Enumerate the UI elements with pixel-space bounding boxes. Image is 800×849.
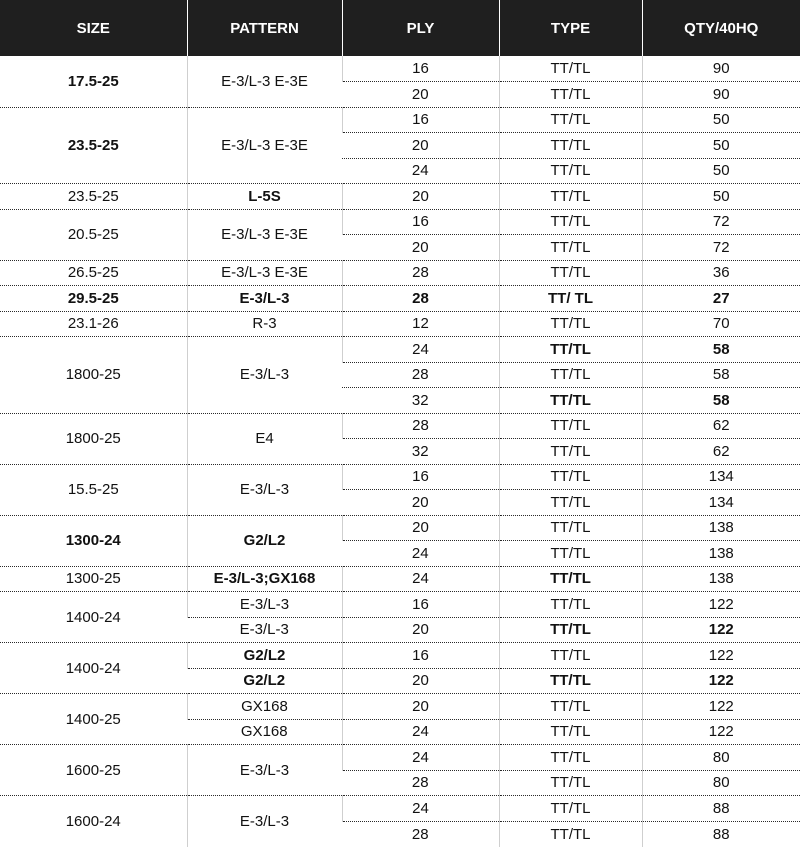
cell-pattern: L-5S xyxy=(187,184,342,210)
cell-qty: 122 xyxy=(642,617,800,643)
cell-pattern: GX168 xyxy=(187,719,342,745)
cell-type: TT/TL xyxy=(499,235,642,261)
cell-pattern: E4 xyxy=(187,413,342,464)
cell-qty: 58 xyxy=(642,337,800,363)
table-row xyxy=(0,311,800,337)
cell-qty: 58 xyxy=(642,362,800,388)
cell-pattern: E-3/L-3 E-3E xyxy=(187,209,342,260)
cell-ply: 32 xyxy=(342,439,499,465)
cell-ply: 24 xyxy=(342,745,499,771)
cell-type: TT/TL xyxy=(499,668,642,694)
cell-size: 15.5-25 xyxy=(0,464,187,515)
cell-qty: 122 xyxy=(642,592,800,618)
cell-qty: 50 xyxy=(642,107,800,133)
cell-size: 1600-25 xyxy=(0,745,187,796)
cell-qty: 70 xyxy=(642,311,800,337)
table-row xyxy=(0,107,800,133)
table-row xyxy=(0,184,800,210)
cell-size: 1400-24 xyxy=(0,643,187,694)
cell-type: TT/TL xyxy=(499,719,642,745)
cell-type: TT/TL xyxy=(499,464,642,490)
cell-pattern: E-3/L-3 xyxy=(187,796,342,847)
cell-qty: 122 xyxy=(642,694,800,720)
cell-pattern: E-3/L-3 E-3E xyxy=(187,56,342,107)
cell-type: TT/TL xyxy=(499,158,642,184)
cell-type: TT/TL xyxy=(499,184,642,210)
cell-type: TT/TL xyxy=(499,311,642,337)
table-row xyxy=(0,515,800,541)
cell-size: 1300-24 xyxy=(0,515,187,566)
cell-pattern: E-3/L-3 xyxy=(187,617,342,643)
cell-qty: 50 xyxy=(642,158,800,184)
cell-pattern: E-3/L-3 E-3E xyxy=(187,260,342,286)
cell-type: TT/TL xyxy=(499,515,642,541)
cell-qty: 72 xyxy=(642,235,800,261)
table-row xyxy=(0,796,800,822)
cell-ply: 28 xyxy=(342,286,499,312)
cell-size: 1400-24 xyxy=(0,592,187,643)
cell-qty: 88 xyxy=(642,821,800,847)
cell-ply: 24 xyxy=(342,541,499,567)
table-row xyxy=(0,566,800,592)
cell-ply: 20 xyxy=(342,515,499,541)
cell-type: TT/TL xyxy=(499,413,642,439)
cell-pattern: E-3/L-3 xyxy=(187,745,342,796)
table-row xyxy=(0,592,800,618)
cell-size: 17.5-25 xyxy=(67,72,119,90)
cell-type: TT/TL xyxy=(499,260,642,286)
cell-ply: 16 xyxy=(342,209,499,235)
cell-size: 26.5-25 xyxy=(0,260,187,286)
table-row xyxy=(0,745,800,771)
cell-ply: 24 xyxy=(342,337,499,363)
cell-type: TT/TL xyxy=(499,592,642,618)
cell-pattern: G2/L2 xyxy=(187,668,342,694)
cell-ply: 28 xyxy=(342,413,499,439)
cell-qty: 50 xyxy=(642,133,800,159)
cell-ply: 20 xyxy=(342,235,499,261)
cell-qty: 138 xyxy=(642,566,800,592)
cell-pattern: E-3/L-3 xyxy=(187,464,342,515)
cell-ply: 28 xyxy=(342,770,499,796)
table-row xyxy=(0,209,800,235)
cell-size: 1600-24 xyxy=(0,796,187,847)
cell-size: 23.5-25 xyxy=(0,107,187,184)
cell-qty: 138 xyxy=(642,515,800,541)
header-row xyxy=(0,0,800,56)
cell-qty: 72 xyxy=(642,209,800,235)
cell-ply: 20 xyxy=(342,617,499,643)
cell-ply: 16 xyxy=(342,592,499,618)
cell-type: TT/TL xyxy=(499,617,642,643)
cell-type: TT/TL xyxy=(499,107,642,133)
cell-qty: 90 xyxy=(642,56,800,82)
cell-qty: 36 xyxy=(642,260,800,286)
cell-qty: 27 xyxy=(642,286,800,312)
header-type: TYPE xyxy=(499,0,642,56)
cell-size: 1800-25 xyxy=(0,337,187,414)
cell-qty: 50 xyxy=(642,184,800,210)
cell-qty: 134 xyxy=(642,464,800,490)
cell-qty: 58 xyxy=(642,388,800,414)
cell-pattern: GX168 xyxy=(187,694,342,720)
cell-type: TT/TL xyxy=(499,821,642,847)
cell-ply: 16 xyxy=(342,107,499,133)
header-ply: PLY xyxy=(342,0,499,56)
cell-type: TT/TL xyxy=(499,796,642,822)
cell-type: TT/TL xyxy=(499,541,642,567)
cell-type: TT/TL xyxy=(499,439,642,465)
cell-type: TT/TL xyxy=(499,770,642,796)
table-row xyxy=(0,694,800,720)
cell-type: TT/TL xyxy=(499,745,642,771)
cell-ply: 16 xyxy=(342,56,499,82)
cell-qty: 80 xyxy=(642,745,800,771)
cell-ply: 16 xyxy=(342,464,499,490)
cell-type: TT/TL xyxy=(499,337,642,363)
cell-ply: 24 xyxy=(342,158,499,184)
cell-pattern: G2/L2 xyxy=(187,515,342,566)
cell-ply: 20 xyxy=(342,490,499,516)
cell-qty: 62 xyxy=(642,413,800,439)
cell-size: 1300-25 xyxy=(0,566,187,592)
cell-type: TT/TL xyxy=(499,209,642,235)
cell-ply: 28 xyxy=(342,821,499,847)
cell-size: 1800-25 xyxy=(0,413,187,464)
cell-size: 20.5-25 xyxy=(0,209,187,260)
cell-qty: 90 xyxy=(642,82,800,108)
cell-type: TT/TL xyxy=(499,388,642,414)
table-row xyxy=(0,413,800,439)
table-row xyxy=(0,56,800,82)
cell-ply: 24 xyxy=(342,566,499,592)
cell-ply: 20 xyxy=(342,668,499,694)
cell-size: 23.5-25 xyxy=(0,184,187,210)
cell-qty: 138 xyxy=(642,541,800,567)
cell-type: TT/TL xyxy=(499,56,642,82)
cell-qty: 122 xyxy=(642,643,800,669)
table-row xyxy=(0,260,800,286)
header-size: SIZE xyxy=(0,0,187,56)
cell-ply: 32 xyxy=(342,388,499,414)
cell-ply: 28 xyxy=(342,362,499,388)
cell-ply: 24 xyxy=(342,796,499,822)
cell-pattern: E-3/L-3 xyxy=(187,337,342,414)
cell-type: TT/TL xyxy=(499,643,642,669)
cell-qty: 134 xyxy=(642,490,800,516)
table-row xyxy=(0,464,800,490)
cell-pattern: E-3/L-3 E-3E xyxy=(187,107,342,184)
cell-ply: 20 xyxy=(342,82,499,108)
cell-pattern: G2/L2 xyxy=(187,643,342,669)
cell-size: 1400-25 xyxy=(0,694,187,745)
cell-ply: 28 xyxy=(342,260,499,286)
table-row xyxy=(0,286,800,312)
cell-ply: 24 xyxy=(342,719,499,745)
cell-type: TT/TL xyxy=(499,566,642,592)
cell-qty: 122 xyxy=(642,668,800,694)
cell-pattern: E-3/L-3;GX168 xyxy=(187,566,342,592)
cell-qty: 80 xyxy=(642,770,800,796)
cell-qty: 88 xyxy=(642,796,800,822)
cell-type: TT/TL xyxy=(499,362,642,388)
cell-qty: 62 xyxy=(642,439,800,465)
cell-type: TT/TL xyxy=(499,82,642,108)
cell-type: TT/TL xyxy=(499,490,642,516)
cell-size: 23.1-26 xyxy=(0,311,187,337)
cell-pattern: E-3/L-3 xyxy=(187,592,342,618)
cell-type: TT/TL xyxy=(499,694,642,720)
cell-pattern: R-3 xyxy=(187,311,342,337)
cell-ply: 20 xyxy=(342,694,499,720)
cell-type: TT/TL xyxy=(499,133,642,159)
cell-ply: 20 xyxy=(342,184,499,210)
cell-ply: 16 xyxy=(342,643,499,669)
cell-ply: 12 xyxy=(342,311,499,337)
table-row xyxy=(0,643,800,669)
cell-pattern: E-3/L-3 xyxy=(187,286,342,312)
header-qty: QTY/40HQ xyxy=(642,0,800,56)
table-row xyxy=(0,337,800,363)
header-pattern: PATTERN xyxy=(187,0,342,56)
cell-size: 29.5-25 xyxy=(0,286,187,312)
cell-ply: 20 xyxy=(342,133,499,159)
cell-type: TT/ TL xyxy=(499,286,642,312)
cell-qty: 122 xyxy=(642,719,800,745)
